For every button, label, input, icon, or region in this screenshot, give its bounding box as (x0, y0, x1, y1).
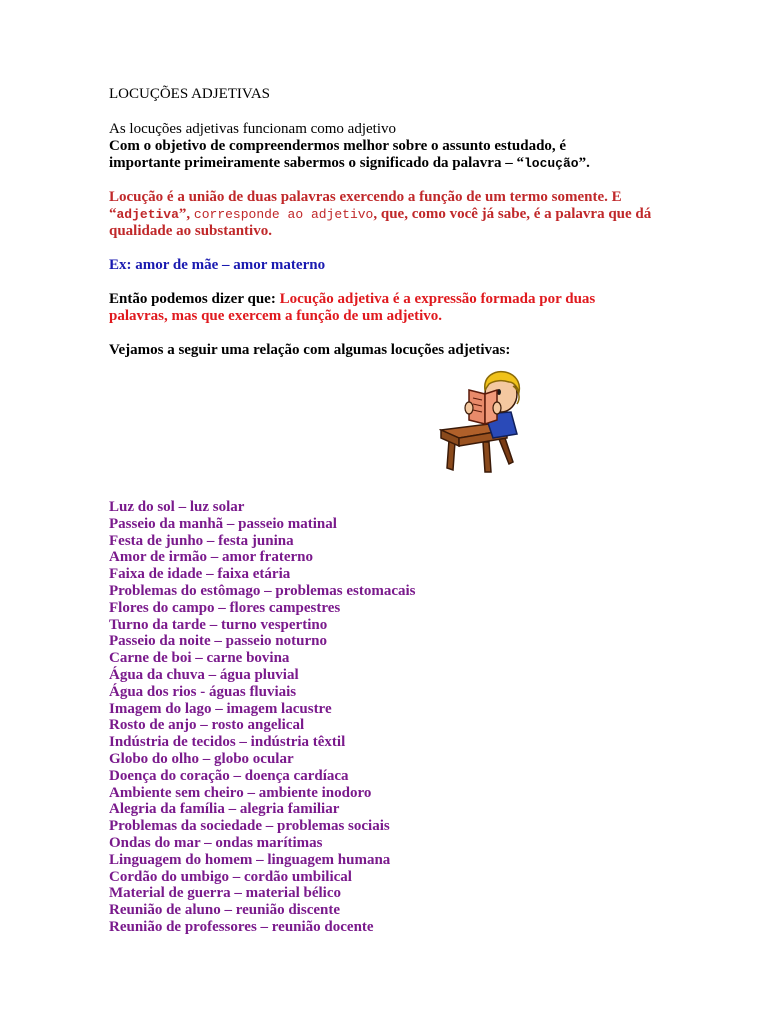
list-item: Problemas do estômago – problemas estomacais (109, 583, 416, 599)
then-line-2: palavras, mas que exercem a função de um adjetivo. (109, 308, 443, 324)
example-line: Ex: amor de mãe – amor materno (109, 257, 326, 273)
list-item: Reunião de aluno – reunião discente (109, 902, 340, 919)
list-item: Festa de junho – festa junina (109, 532, 294, 549)
list-item: Passeio da manhã – passeio matinal (109, 515, 337, 532)
then-red-1: Locução adjetiva é a expressão formada por duas (279, 291, 596, 307)
definition-line-2 (109, 206, 651, 223)
list-item: Cordão do umbigo – cordão umbilical (109, 868, 352, 885)
list-item: Água dos rios - águas fluviais (109, 683, 297, 700)
document-title: LOCUÇÕES ADJETIVAS (109, 86, 270, 102)
then-black: Então podemos dizer que: (109, 291, 280, 307)
def-2e: , que, como você já sabe, é a palavra que dá (373, 206, 652, 222)
word-locucao: locução (523, 156, 579, 171)
list-item: Indústria de tecidos – indústria têxtil (109, 734, 346, 751)
list-item: Problemas da sociedade – problemas sociais (109, 818, 390, 835)
word-adjetiva: adjetiva (116, 207, 179, 222)
list-item: Luz do sol – luz solar (109, 499, 245, 515)
list-item: Água da chuva – água pluvial (109, 667, 299, 683)
list-item: Imagem do lago – imagem lacustre (109, 700, 332, 717)
list-item: Rosto de anjo – rosto angelical (109, 717, 305, 734)
then-line-1 (109, 291, 595, 308)
intro-bold-2a: importante primeiramente sabermos o significado da palavra – “ (109, 155, 524, 171)
list-intro: Vejamos a seguir uma relação com algumas locuções adjetivas: (109, 342, 511, 358)
list-item: Carne de boi – carne bovina (109, 650, 290, 667)
corresponde-ao-adjetivo: corresponde ao adjetivo (193, 207, 374, 222)
definition-line-3: qualidade ao substantivo. (109, 223, 272, 239)
list-item: Linguagem do homem – linguagem humana (109, 851, 391, 868)
list-item: Material de guerra – material bélico (109, 885, 342, 902)
definition-line-1: Locução é a união de duas palavras exercendo a função de um termo somente. E (109, 189, 622, 205)
intro-bold-2c: ”. (578, 155, 590, 171)
list-item: Turno da tarde – turno vespertino (109, 616, 328, 633)
boy-reading-illustration-icon (439, 368, 523, 478)
list-item: Passeio da noite – passeio noturno (109, 633, 327, 650)
list-item: Amor de irmão – amor fraterno (109, 549, 313, 566)
def-2a: “ (109, 206, 117, 222)
intro-plain: As locuções adjetivas funcionam como adjetivo (109, 121, 396, 137)
intro-bold-line-1: Com o objetivo de compreendermos melhor sobre o assunto estudado, é (109, 138, 567, 154)
list-item: Flores do campo – flores campestres (109, 599, 341, 616)
list-item: Ambiente sem cheiro – ambiente inodoro (109, 784, 372, 801)
list-item: Faixa de idade – faixa etária (109, 566, 291, 583)
list-item: Doença do coração – doença cardíaca (109, 767, 349, 784)
list-item: Ondas do mar – ondas marítimas (109, 835, 323, 851)
intro-bold-line-2 (109, 155, 590, 172)
list-item: Globo do olho – globo ocular (109, 751, 294, 767)
list-item: Reunião de professores – reunião docente (109, 919, 374, 935)
list-item: Alegria da família – alegria familiar (109, 801, 340, 818)
def-2c: ”, (178, 206, 194, 222)
